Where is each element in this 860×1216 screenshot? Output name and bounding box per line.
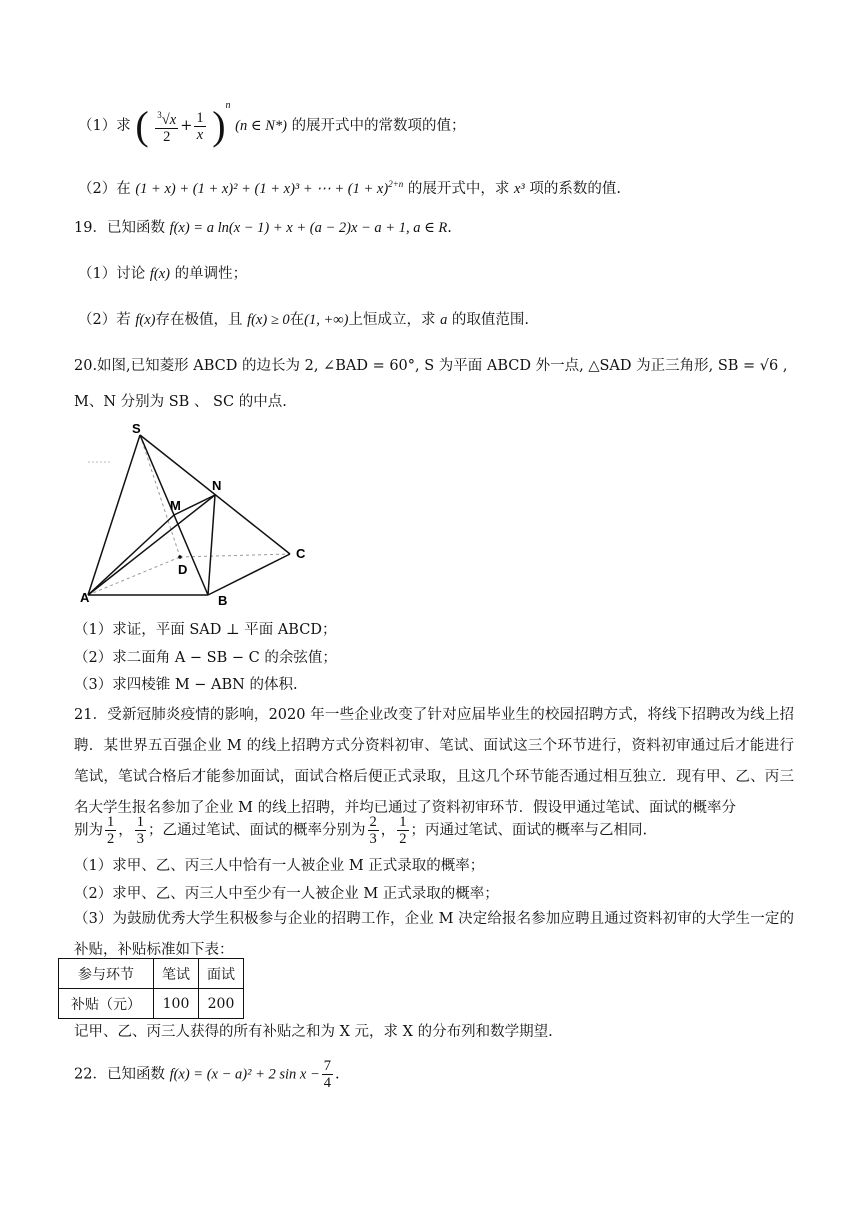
label-B: B [218, 593, 228, 608]
q21-part3: （3）为鼓励优秀大学生积极参与企业的招聘工作，企业 M 决定给报名参加应聘且通过资料初审的大学生一定的补贴，补贴标准如下表： [74, 911, 794, 958]
q21-probabilities: 别为 $\frac{1}{2}$ ， $\frac{1}{3}$ ；乙通过笔试、面试的概率分别为 $\frac{2}{3}$ ， $\frac{1}{2}$ ；丙通过笔试、面试的概率与乙相同. [74, 814, 648, 847]
q19-part1: （1）讨论 f(x) 的单调性； [78, 266, 248, 282]
q18-root-fraction: $\frac{^3√x}{2}$ [155, 107, 178, 145]
label-S: S [132, 421, 141, 436]
q18-part2: （2）在 (1 + x) + (1 + x)² + (1 + x)³ + ⋯ + $(1 + x)^{2+n}$ 的展开式中，求 x³ 项的系数的值. [78, 179, 621, 197]
frac-1-3: $\frac{1}{3}$ [136, 814, 144, 847]
q18-part1: （1）求 ( $\frac{^3√x}{2}$ + $\frac{1}{x}$ )$^n$ (n ∈ N*) 的展开式中的常数项的值； [78, 100, 466, 148]
table-row: 补贴（元） 100 200 [59, 989, 244, 1019]
q21-part1: （1）求甲、乙、丙三人中恰有一人被企业 M 正式录取的概率； [74, 858, 485, 874]
q20-stem-line1: 20.如图,已知菱形 ABCD 的边长为 2, ∠BAD = 60°, S 为平面 ABCD 外一点, △SAD 为正三角形, SB = √6 , [74, 358, 788, 374]
q19-function: f(x) = a ln(x − 1) + x + (a − 2)x − a + 1, a ∈ R [169, 220, 448, 236]
q20-part2: （2）求二面角 A − SB − C 的余弦值； [74, 650, 337, 666]
pyramid-figure [70, 415, 330, 610]
q18-exponent: n [225, 100, 231, 112]
q21-after-table: 记甲、乙、丙三人获得的所有补贴之和为 X 元，求 X 的分布列和数学期望. [74, 1024, 553, 1040]
q20-stem-line2: M、N 分别为 SB 、 SC 的中点. [74, 394, 287, 410]
label-M: M [170, 498, 181, 513]
q22-function: f(x) = (x − a)² + 2 sin x − [169, 1066, 320, 1083]
table-row: 参与环节 笔试 面试 [59, 959, 244, 989]
frac-1-2b: $\frac{1}{2}$ [399, 814, 407, 847]
q18-p1-suffix: 的展开式中的常数项的值； [291, 118, 466, 134]
q19-part2: （2）若 f(x)存在极值，且 f(x) ≥ 0在(1, +∞)上恒成立，求 a 的取值范围. [78, 312, 530, 328]
q18-sum-expr: (1 + x) + (1 + x)² + (1 + x)³ + ⋯ + (1 + x) [135, 180, 389, 197]
q21-part2: （2）求甲、乙、丙三人中至少有一人被企业 M 正式录取的概率； [74, 886, 499, 902]
q21-paragraph: 21．受新冠肺炎疫情的影响，2020 年一些企业改变了针对应届毕业生的校园招聘方式，将线下招聘改为线上招聘．某世界五百强企业 M 的线上招聘方式分资料初审、笔试、面试这三个环节进行，资料初审通过后才能进行笔试，笔试合格后才能参加面试，面试合格后便正式录取，且这几个环节能否通过相互独立．现有甲、乙、丙三名大学生报名参加了企业 M 的线上招聘，并均已通过了资料初审环节．假设甲通过笔试、面试的概率分 [74, 707, 794, 816]
left-paren: ( [135, 103, 149, 148]
label-N: N [212, 478, 222, 493]
subsidy-table [58, 958, 244, 1019]
q20-part1: （1）求证，平面 SAD ⊥ 平面 ABCD； [74, 622, 337, 638]
label-C: C [296, 546, 306, 561]
q18-inv-fraction: $\frac{1}{x}$ [196, 109, 204, 143]
q22-stem: 22．已知函数 f(x) = (x − a)² + 2 sin x − $\frac{7}{4}$ . [74, 1058, 340, 1091]
right-paren: ) [212, 103, 226, 148]
q19-stem: 19．已知函数 f(x) = a ln(x − 1) + x + (a − 2)x − a + 1, a ∈ R. [74, 220, 452, 236]
frac-1-2: $\frac{1}{2}$ [107, 814, 115, 847]
label-A: A [80, 590, 90, 605]
q18-condition: (n ∈ N*) [235, 118, 287, 134]
q20-part3: （3）求四棱锥 M − ABN 的体积. [74, 677, 298, 693]
frac-2-3: $\frac{2}{3}$ [369, 814, 377, 847]
q18-p1-prefix: （1）求 [78, 118, 131, 134]
frac-7-4: $\frac{7}{4}$ [323, 1058, 331, 1091]
label-D: D [178, 562, 188, 577]
